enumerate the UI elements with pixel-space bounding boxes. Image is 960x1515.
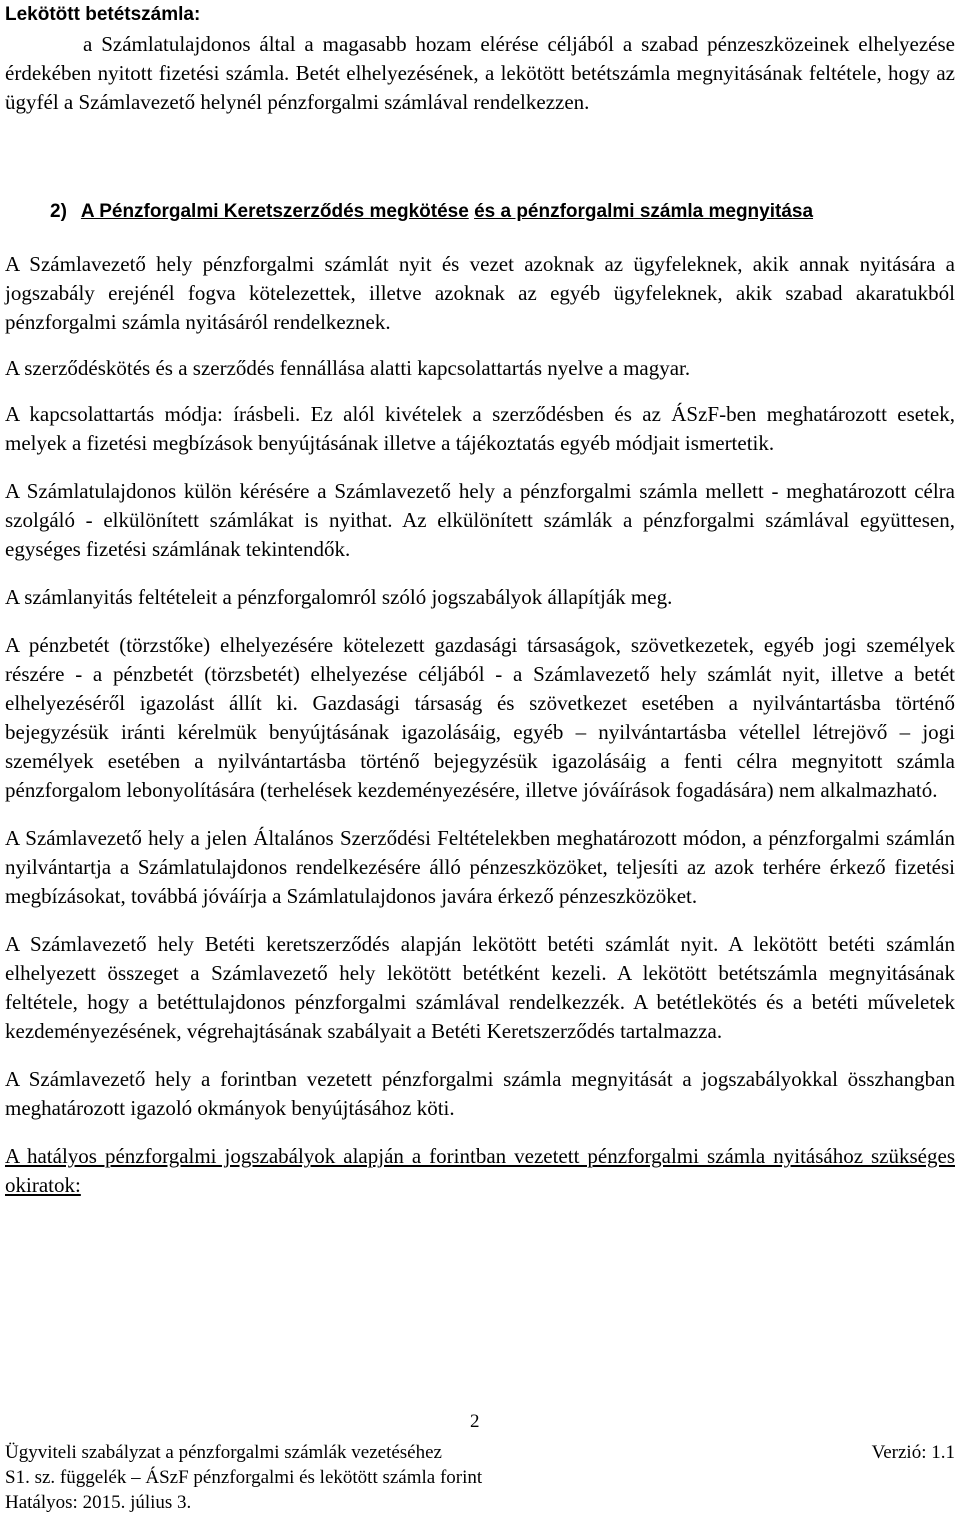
footer-document-title: Ügyviteli szabályzat a pénzforgalmi számlák vezetéséhez xyxy=(5,1442,442,1463)
page-number: 2 xyxy=(470,1411,480,1432)
paragraph-4: A Számlatulajdonos külön kérésére a Számlavezető hely a pénzforgalmi számla mellett - meghatározott célra szolgáló - elkülönített számlákat is nyithat. Az elkülönített számlák a pénzforgalmi számlával együttesen, egységes fizetési számlának tekintendők. xyxy=(5,479,955,561)
section-heading-part1: A Pénzforgalmi Keretszerződés megkötése xyxy=(80,201,469,222)
paragraph-10: A hatályos pénzforgalmi jogszabályok alapján a forintban vezetett pénzforgalmi számla nyitásához szükséges okiratok: xyxy=(5,1144,955,1197)
paragraph-1: A Számlavezető hely pénzforgalmi számlát nyit és vezet azoknak az ügyfeleknek, akik annak nyitására a jogszabály erejénél fogva kötelezettek, illetve azoknak az egyéb ügyfeleknek, akik szabad akaratukból pénzforgalmi számla nyitásáról rendelkeznek. xyxy=(5,252,955,334)
paragraph-2: A szerződéskötés és a szerződés fennállása alatti kapcsolattartás nyelve a magyar. xyxy=(5,356,691,380)
paragraph-6: A pénzbetét (törzstőke) elhelyezésére kötelezett gazdasági társaságok, szövetkezetek, egyéb jogi személyek részére - a pénzbetét (törzsbetét) elhelyezése céljából - a Számlavezető hely számlát nyit, illetve a betét elhelyezéséről igazolást állít ki. Gazdasági társaság és szövetkezet esetében a nyilvántartásba történő bejegyzésük iránti kérelmük benyújtásának igazolásáig, egyéb – nyilvántartásba vétellel létrejövő – jogi személyek esetében a nyilvántartásba történő bejegyzésük igazolásáig a fenti célra megnyitott számla pénzforgalom lebonyolítására (terhelések kezdeményezésére, illetve jóváírások fogadására) nem alkalmazható. xyxy=(5,633,955,802)
footer-version: Verzió: 1.1 xyxy=(871,1442,955,1463)
page-footer xyxy=(5,1440,955,1515)
paragraph-8: A Számlavezető hely Betéti keretszerződés alapján lekötött betéti számlát nyit. A lekötött betéti számlán elhelyezett összeget a Számlavezető hely lekötött betétként kezeli. A lekötött betétszámla megnyitásának feltétele, hogy a betéttulajdonos pénzforgalmi számlával rendelkezzék. A betétlekötés és a betéti műveletek kezdeményezésének, végrehajtásának szabályait a Betéti Keretszerződés tartalmazza. xyxy=(5,932,955,1043)
paragraph-3: A kapcsolattartás módja: írásbeli. Ez alól kivételek a szerződésben és az ÁSzF-ben meghatározott esetek, melyek a fizetési megbízások benyújtásának illetve a tájékoztatás egyéb módjait ismertetik. xyxy=(5,402,955,455)
footer-effective-date: Hatályos: 2015. július 3. xyxy=(5,1492,192,1513)
footer-appendix: S1. sz. függelék – ÁSzF pénzforgalmi és lekötött számla forint xyxy=(5,1467,483,1488)
section-heading-part2: és a pénzforgalmi számla megnyitása xyxy=(474,201,814,222)
paragraph-5: A számlanyitás feltételeit a pénzforgalomról szóló jogszabályok állapítják meg. xyxy=(5,585,673,609)
section-title-lekotott-betetszamla: Lekötött betétszámla: xyxy=(5,4,201,25)
footer-row-1 xyxy=(5,1440,955,1465)
paragraph-9: A Számlavezető hely a forintban vezetett pénzforgalmi számla megnyitását a jogszabályokkal összhangban meghatározott igazoló okmányok benyújtásához köti. xyxy=(5,1067,955,1120)
section-definition-text: a Számlatulajdonos által a magasabb hozam elérése céljából a szabad pénzeszközeinek elhelyezése érdekében nyitott fizetési számla. Betét elhelyezésének, a lekötött betétszámla megnyitásának feltétele, hogy az ügyfél a Számlavezető helynél pénzforgalmi számlával rendelkezzen. xyxy=(5,32,955,114)
section-2-body xyxy=(5,250,955,1219)
section-number: 2) xyxy=(50,201,67,222)
paragraph-7: A Számlavezető hely a jelen Általános Szerződési Feltételekben meghatározott módon, a pénzforgalmi számlán nyilvántartja a Számlatulajdonos rendelkezésére álló pénzeszközöket, teljesíti az azok terhére érkező fizetési megbízásokat, továbbá jóváírja a Számlatulajdonos javára érkező pénzeszközöket. xyxy=(5,826,955,908)
section-heading-2 xyxy=(50,198,813,226)
